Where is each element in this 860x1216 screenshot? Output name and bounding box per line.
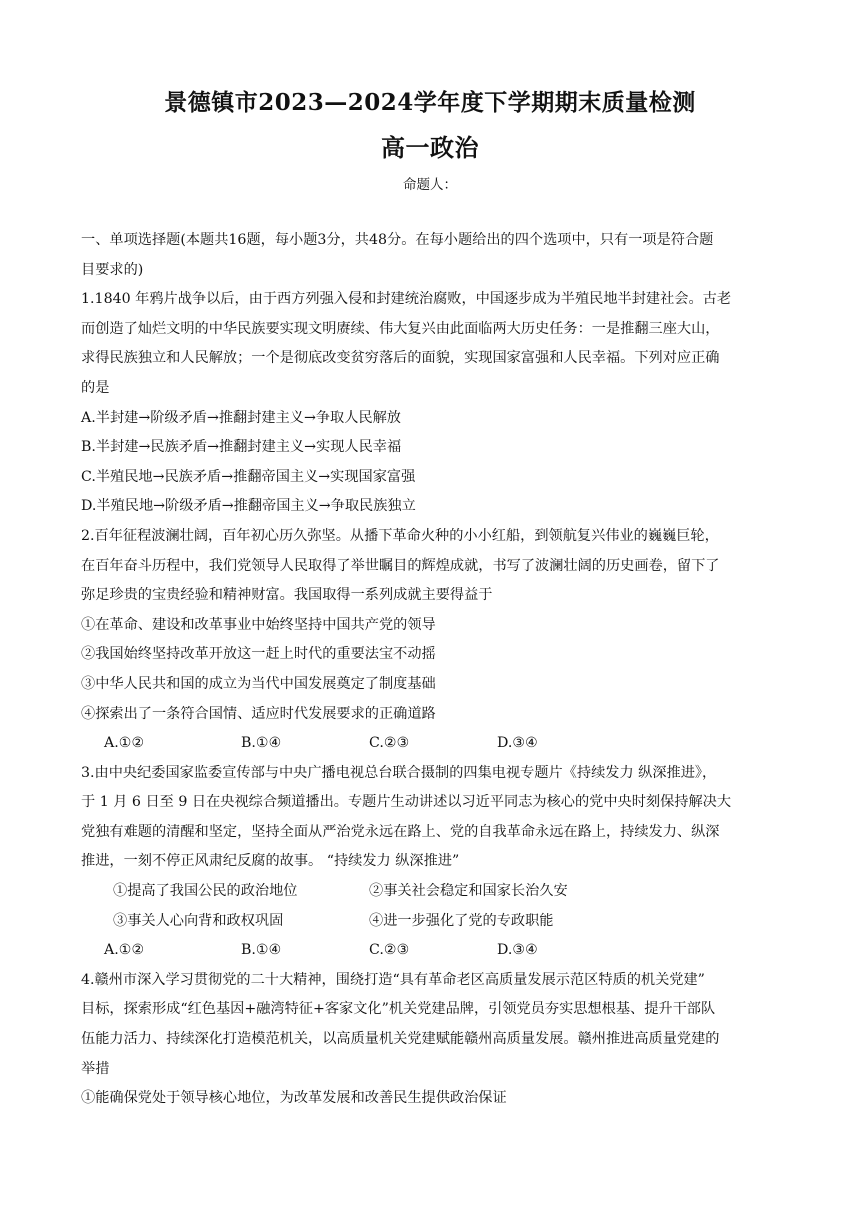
option-d: D.③④ bbox=[497, 735, 538, 752]
statement-item: ④进一步强化了党的专政职能 bbox=[369, 912, 554, 929]
question-stem-line: 党独有难题的清醒和坚定，坚持全面从严治党永远在路上、党的自我革命永远在路上，持续发力、纵深 bbox=[81, 823, 720, 840]
statement-row bbox=[81, 907, 781, 937]
question-2 bbox=[81, 522, 781, 759]
statement-item: ②事关社会稳定和国家长治久安 bbox=[369, 883, 568, 900]
statement-item: ①在革命、建设和改革事业中始终坚持中国共产党的领导 bbox=[81, 616, 436, 633]
exam-title: 景德镇市2023—2024学年度下学期期末质量检测 bbox=[164, 89, 696, 116]
question-1 bbox=[81, 285, 781, 522]
option-b: B.①④ bbox=[241, 942, 282, 959]
section-heading: 一、单项选择题(本题共16题，每小题3分，共48分。在每小题给出的四个选项中，只有一项是符合题 bbox=[81, 232, 714, 248]
question-stem-line: 弥足珍贵的宝贵经验和精神财富。我国取得一系列成就主要得益于 bbox=[81, 587, 493, 604]
question-stem-line: 3.由中央纪委国家监委宣传部与中央广播电视总台联合摄制的四集电视专题片《持续发力 纵深推进》， bbox=[81, 764, 717, 781]
question-stem-line: 而创造了灿烂文明的中华民族要实现文明赓续、伟大复兴由此面临两大历史任务：一是推翻三座大山， bbox=[81, 320, 720, 337]
option-d: D.③④ bbox=[497, 942, 538, 959]
option-c: C.半殖民地→民族矛盾→推翻帝国主义→实现国家富强 bbox=[81, 468, 416, 485]
option-c: C.②③ bbox=[369, 942, 410, 959]
options-row bbox=[81, 729, 781, 759]
question-stem-line: 推进，一刻不停正风肃纪反腐的故事。 “持续发力 纵深推进” bbox=[81, 853, 460, 870]
statement-item: ④探索出了一条符合国情、适应时代发展要求的正确道路 bbox=[81, 705, 436, 722]
option-a: A.①② bbox=[104, 942, 145, 959]
question-stem-line: 在百年奋斗历程中，我们党领导人民取得了举世瞩目的辉煌成就，书写了波澜壮阔的历史画卷，留下了 bbox=[81, 557, 720, 574]
option-a: A.①② bbox=[104, 735, 145, 752]
statement-item: ②我国始终坚持改革开放这一赶上时代的重要法宝不动摇 bbox=[81, 646, 436, 663]
question-stem-line: 求得民族独立和人民解放；一个是彻底改变贫穷落后的面貌，实现国家富强和人民幸福。下列对应正确 bbox=[81, 350, 720, 367]
option-b: B.①④ bbox=[241, 735, 282, 752]
exam-content bbox=[81, 226, 781, 1114]
question-stem-line: 伍能力活力、持续深化打造模范机关，以高质量机关党建赋能赣州高质量发展。赣州推进高质量党建的 bbox=[81, 1031, 720, 1048]
question-4 bbox=[81, 966, 781, 1114]
question-stem-line: 于 1 月 6 日至 9 日在央视综合频道播出。专题片生动讲述以习近平同志为核心的党中央时刻保持解决大 bbox=[81, 794, 732, 811]
question-stem-line: 的是 bbox=[81, 379, 110, 396]
options-row bbox=[81, 936, 781, 966]
question-stem-line: 举措 bbox=[81, 1060, 110, 1077]
statement-item: ①能确保党处于领导核心地位，为改革发展和改善民生提供政治保证 bbox=[81, 1090, 507, 1107]
option-b: B.半封建→民族矛盾→推翻封建主义→实现人民幸福 bbox=[81, 439, 402, 456]
section-heading-cont: 目要求的) bbox=[81, 261, 144, 278]
question-stem-line: 2.百年征程波澜壮阔，百年初心历久弥坚。从播下革命火种的小小红船，到领航复兴伟业的巍巍巨轮， bbox=[81, 527, 719, 544]
exam-subtitle: 高一政治 bbox=[381, 133, 479, 162]
statement-item: ①提高了我国公民的政治地位 bbox=[113, 883, 298, 900]
option-d: D.半殖民地→阶级矛盾→推翻帝国主义→争取民族独立 bbox=[81, 498, 416, 515]
statement-item: ③中华人民共和国的成立为当代中国发展奠定了制度基础 bbox=[81, 675, 436, 692]
author-line: 命题人： bbox=[403, 177, 457, 193]
question-stem-line: 目标，探索形成“红色基因+融湾特征+客家文化”机关党建品牌，引领党员夯实思想根基、提升干部队 bbox=[81, 1001, 716, 1018]
question-stem-line: 4.赣州市深入学习贯彻党的二十大精神，围绕打造“具有革命老区高质量发展示范区特质的机关党建” bbox=[81, 971, 705, 988]
option-c: C.②③ bbox=[369, 735, 410, 752]
statement-row bbox=[81, 877, 781, 907]
question-stem-line: 1.1840 年鸦片战争以后，由于西方列强入侵和封建统治腐败，中国逐步成为半殖民地半封建社会。古老 bbox=[81, 291, 732, 308]
statement-item: ③事关人心向背和政权巩固 bbox=[113, 912, 284, 929]
question-3 bbox=[81, 759, 781, 966]
option-a: A.半封建→阶级矛盾→推翻封建主义→争取人民解放 bbox=[81, 409, 401, 426]
